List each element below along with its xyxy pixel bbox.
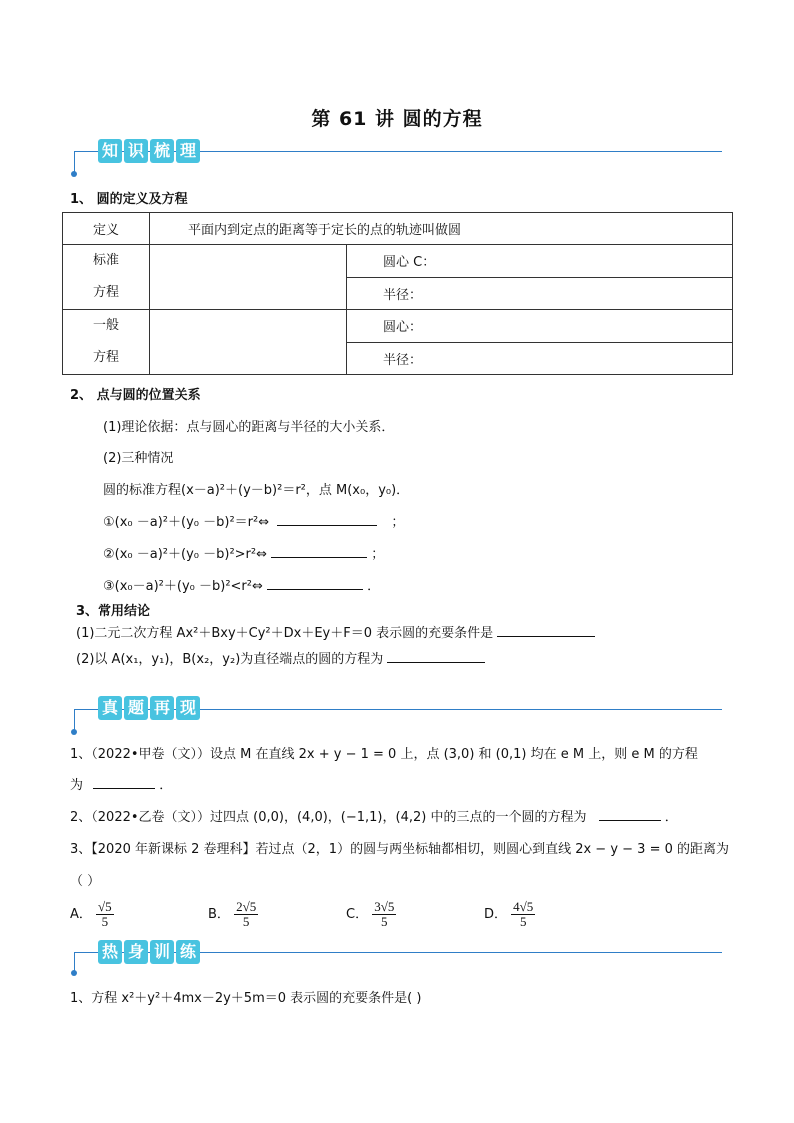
case-3-end: ．: [367, 579, 381, 594]
page-title: 第 61 讲 圆的方程: [311, 108, 483, 130]
case-3-text: ③(x₀－a)²＋(y₀ －b)²<r²⇔: [103, 579, 263, 594]
option-fraction: [511, 900, 535, 929]
result-1-text: (1)二元二次方程 Ax²＋Bxy＋Cy²＋Dx＋Ey＋F＝0 表示圆的充要条件是: [76, 626, 494, 641]
option-label: C．: [346, 907, 369, 922]
real-q1-end: ．: [159, 778, 173, 793]
table-row: [63, 213, 733, 245]
answer-blank[interactable]: [387, 650, 485, 663]
frac-num: √5: [98, 899, 112, 914]
circle-definition-table: [62, 212, 733, 375]
badge-char: 练: [176, 940, 200, 964]
badge-char: 题: [124, 696, 148, 720]
section-hook: [74, 151, 75, 173]
answer-blank[interactable]: [497, 624, 595, 637]
std-radius: 半径：: [347, 277, 733, 310]
part3-heading: 3、常用结论: [76, 604, 151, 619]
section-dot: [71, 970, 77, 976]
option-b[interactable]: [208, 900, 258, 929]
table-row: [63, 245, 733, 278]
gen-label: [63, 310, 150, 375]
part2-cases: (2)三种情况: [103, 451, 174, 466]
part1-heading: 1、 圆的定义及方程: [70, 192, 188, 207]
badge-char: 知: [98, 139, 122, 163]
gen-radius: 半径：: [347, 342, 733, 375]
gen-label-2: 方程: [92, 350, 119, 365]
case-2: [103, 543, 384, 562]
section-dot: [71, 171, 77, 177]
case-1-end: ；: [391, 515, 405, 530]
option-c[interactable]: [346, 900, 396, 929]
frac-den: 5: [381, 914, 388, 929]
answer-blank[interactable]: [267, 577, 363, 590]
option-fraction: [96, 900, 114, 929]
case-2-end: ；: [371, 547, 385, 562]
real-q3-line2: （ ）: [70, 874, 101, 889]
option-label: B．: [208, 907, 230, 922]
result-1: [76, 622, 595, 641]
answer-blank[interactable]: [599, 808, 661, 821]
answer-blank[interactable]: [271, 545, 367, 558]
badge-char: 训: [150, 940, 174, 964]
real-q3-line1: 3、【2020 年新课标 2 卷理科】若过点（2，1）的圆与两坐标轴都相切，则圆心到直线 2x − y − 3 = 0 的距离为: [70, 842, 730, 857]
case-3: [103, 575, 380, 594]
gen-label-1: 一般: [92, 318, 119, 333]
warm-q1: 1、方程 x²＋y²＋4mx－2y＋5m＝0 表示圆的充要条件是( ): [70, 991, 422, 1006]
section-hook: [74, 952, 75, 972]
std-label-1: 标准: [92, 253, 119, 268]
badge-char: 梳: [150, 139, 174, 163]
def-text: 平面内到定点的距离等于定长的点的轨迹叫做圆: [150, 213, 733, 245]
option-fraction: [234, 900, 258, 929]
section-badge: [98, 696, 200, 720]
result-2: [76, 648, 485, 667]
frac-num: 4√5: [513, 899, 534, 914]
option-d[interactable]: [484, 900, 535, 929]
badge-char: 现: [176, 696, 200, 720]
badge-char: 身: [124, 940, 148, 964]
badge-char: 再: [150, 696, 174, 720]
part2-equation: 圆的标准方程(x－a)²＋(y－b)²＝r²，点 M(x₀，y₀)．: [103, 483, 410, 498]
frac-den: 5: [519, 914, 527, 929]
frac-num: 3√5: [374, 899, 395, 914]
std-equation-cell: [150, 245, 347, 310]
std-label: [63, 245, 150, 310]
badge-char: 真: [98, 696, 122, 720]
option-a[interactable]: [70, 900, 114, 929]
case-1-text: ①(x₀ －a)²＋(y₀ －b)²＝r²⇔: [103, 515, 270, 530]
real-q1-line2: [70, 774, 172, 793]
option-fraction: [372, 900, 396, 929]
part2-heading: 2、 点与圆的位置关系: [70, 388, 201, 403]
option-label: A．: [70, 907, 92, 922]
gen-center: 圆心：: [347, 310, 733, 343]
gen-equation-cell: [150, 310, 347, 375]
std-label-2: 方程: [92, 285, 119, 300]
case-1: [103, 511, 404, 530]
real-q2-end: ．: [664, 810, 678, 825]
std-center: 圆心 C：: [347, 245, 733, 278]
part2-basis: (1)理论依据：点与圆心的距离与半径的大小关系．: [103, 420, 395, 435]
frac-den: 5: [101, 914, 109, 929]
real-q1-line1: 1、（2022•甲卷（文））设点 M 在直线 2x + y − 1 = 0 上，点 (3,0) 和 (0,1) 均在 e M 上，则 e M 的方程: [70, 747, 698, 762]
badge-char: 识: [124, 139, 148, 163]
def-label: 定义: [63, 213, 150, 245]
badge-char: 热: [98, 940, 122, 964]
answer-blank[interactable]: [93, 776, 155, 789]
real-q2: [70, 806, 678, 825]
section-badge: [98, 139, 200, 163]
table-row: [63, 310, 733, 343]
badge-char: 理: [176, 139, 200, 163]
option-label: D．: [484, 907, 508, 922]
section-hook: [74, 709, 75, 731]
section-badge: [98, 940, 200, 964]
result-2-text: (2)以 A(x₁，y₁)，B(x₂，y₂)为直径端点的圆的方程为: [76, 652, 384, 667]
frac-num: 2√5: [236, 899, 257, 914]
frac-den: 5: [242, 914, 250, 929]
real-q1-prefix: 为: [70, 778, 84, 793]
section-dot: [71, 729, 77, 735]
case-2-text: ②(x₀ －a)²＋(y₀ －b)²>r²⇔: [103, 547, 267, 562]
real-q2-text: 2、（2022•乙卷（文））过四点 (0,0)，(4,0)，(−1,1)，(4,2) 中的三点的一个圆的方程为: [70, 810, 587, 825]
answer-blank[interactable]: [277, 513, 377, 526]
